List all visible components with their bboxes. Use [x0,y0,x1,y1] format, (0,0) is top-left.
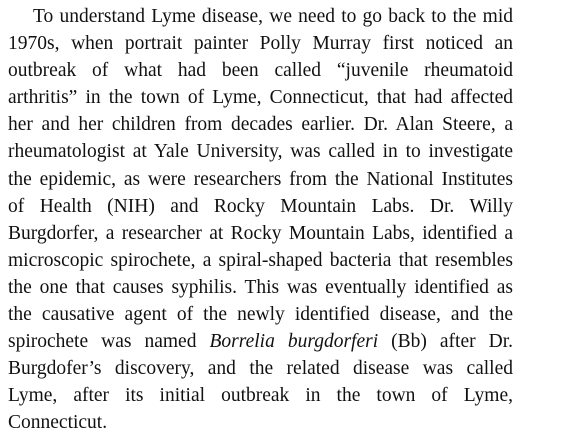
text-line-10: microscopic spirochete, a spiral-shaped bacteria that resembles [8,249,513,271]
text-line-13-start: spirochete was named [8,331,210,353]
text-line-9: Burgdorfer, a researcher at Rocky Mountain Labs, identified a [8,222,513,244]
text-line-1: To understand Lyme disease, we need to go back to the mid [33,6,513,27]
text-line-12: the causative agent of the newly identified disease, and the [8,304,513,326]
text-line-13 [8,328,513,355]
text-line-6: rheumatologist at Yale University, was called in to investigate [8,141,513,163]
text-line-5: her and her children from decades earlier. Dr. Alan Steere, a [8,114,513,136]
text-line-16: Connecticut. [8,412,108,434]
text-line-11: the one that causes syphilis. This was eventually identified as [8,276,513,298]
text-line-15: Lyme, after its initial outbreak in the town of Lyme, [8,385,513,407]
text-line-13-end: (Bb) after Dr. [378,331,514,353]
text-line-3: outbreak of what had been called “juvenile rheumatoid [8,60,513,82]
text-line-7: the epidemic, as were researchers from the National Institutes [8,168,513,190]
text-line-8: of Health (NIH) and Rocky Mountain Labs. Dr. Willy [8,195,513,217]
body-paragraph [8,3,513,437]
species-name-italic: Borrelia burgdorferi [209,331,379,353]
text-line-4: arthritis” in the town of Lyme, Connecticut, that had affected [8,87,513,109]
text-line-14: Burgdofer’s discovery, and the related disease was called [8,358,513,380]
text-line-2: 1970s, when portrait painter Polly Murray first noticed an [8,33,513,55]
